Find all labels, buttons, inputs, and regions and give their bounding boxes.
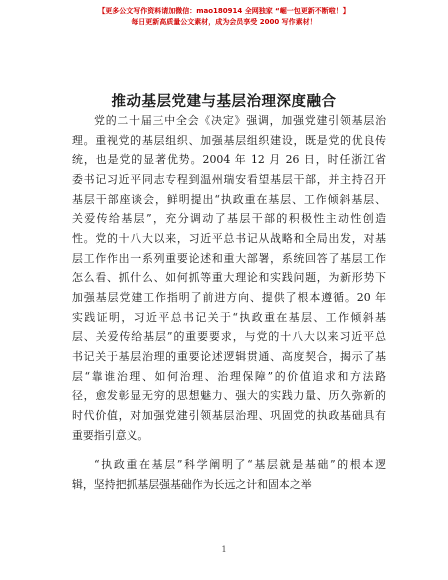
paragraph-1-line: 重要指引意义。	[72, 428, 149, 442]
paragraph-1-line: 性。党的十八大以来，习近平总书记从战略和全局出发，对基	[72, 231, 386, 245]
paragraph-1-line: 党的二十届三中全会《决定》强调，加强党建引领基层治	[94, 114, 386, 127]
paragraph-1-line: 关爱传给基层”，充分调动了基层干部的积极性主动性创造	[72, 212, 386, 226]
paragraph-1-line: 委书记习近平同志专程到温州瑞安看望基层干部，并主持召开	[72, 172, 386, 186]
paragraph-1-line: 怎么看、抓什么、如何抓等重大理论和实践问题，为新形势下	[72, 271, 386, 285]
paragraph-1-line: 基层干部座谈会，鲜明提出“执政重在基层、工作倾斜基层、	[72, 192, 386, 206]
paragraph-1-line: 层工作作出一系列重要论述和重大部署，系统回答了基层工作	[72, 251, 386, 265]
document-title: 推动基层党建与基层治理深度融合	[111, 93, 337, 110]
paragraph-1-line: 径，愈发彰显无穷的思想魅力、强大的实践力量、历久弥新的	[72, 389, 386, 403]
paragraph-2-line: “执政重在基层”科学阐明了“基层就是基础”的根本逻	[94, 458, 386, 472]
paragraph-1-line: 加强基层党建工作指明了前进方向、提供了根本遵循。20 年	[72, 290, 386, 304]
paragraph-2	[72, 455, 386, 494]
promo-banner	[0, 6, 448, 28]
promo-banner-line-2: 每日更新高质量公文素材，成为会员享受 2000 写作素材！	[131, 18, 317, 26]
paragraph-1-line: 层、关爱传给基层”的重要要求，与党的十八大以来习近平总	[72, 330, 386, 344]
paragraph-1-line: 统，也是党的显著优势。2004 年 12 月 26 日，时任浙江省	[72, 153, 386, 167]
promo-banner-line-1: 【更多公文写作资料请加微信：mao180914 全网独家 “崛一包更新不断啦！】	[98, 7, 350, 15]
paragraph-1-line: 书记关于基层治理的重要论述逻辑贯通、高度契合，揭示了基	[72, 349, 386, 363]
paragraph-1-line: 理。重视党的基层组织、加强基层组织建设，既是党的优良传	[72, 133, 386, 147]
paragraph-1-line: 层“靠谁治理、如何治理、治理保障”的价值追求和方法路	[72, 369, 386, 383]
document-body	[72, 111, 386, 494]
paragraph-2-line: 辑，坚持把抓基层强基础作为长远之计和固本之举	[72, 477, 312, 491]
page-number: 1	[221, 545, 227, 554]
paragraph-1-line: 实践证明，习近平总书记关于“执政重在基层、工作倾斜基	[72, 310, 386, 324]
paragraph-1	[72, 111, 386, 445]
paragraph-1-line: 时代价值，对加强党建引领基层治理、巩固党的执政基础具有	[72, 408, 386, 422]
